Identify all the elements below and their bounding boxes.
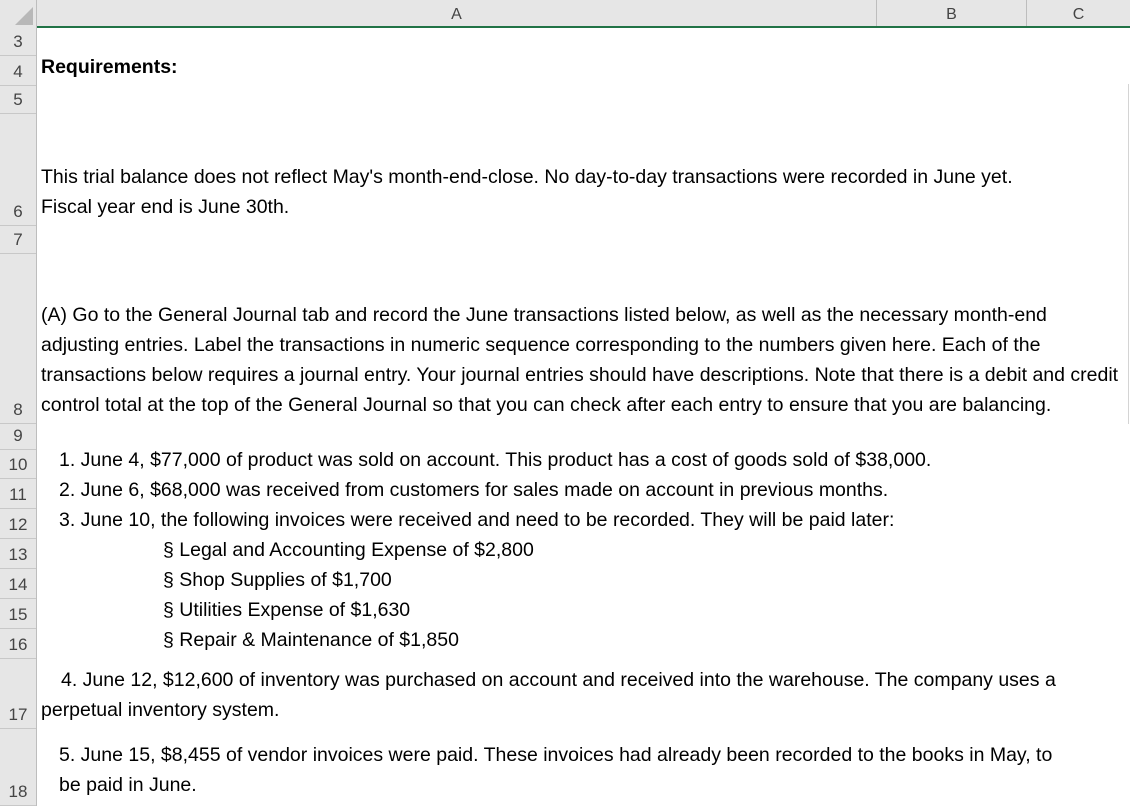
sheet-row-16 <box>37 629 1130 659</box>
row-header-bar <box>0 28 37 806</box>
column-header-c[interactable]: C <box>1072 6 1085 23</box>
transaction-4[interactable] <box>41 665 1121 725</box>
transaction-4-line-1: 4. June 12, $12,600 of inventory was purchased on account and received into the warehouse. The company uses a <box>61 669 1056 691</box>
column-header-a[interactable]: A <box>37 0 877 26</box>
row-header[interactable]: 6 <box>0 114 36 226</box>
transaction-5-line-2: be paid in June. <box>59 774 197 796</box>
row-header[interactable]: 4 <box>0 56 36 86</box>
row-header[interactable]: 3 <box>0 28 36 56</box>
transaction-5-line-1: 5. June 15, $8,455 of vendor invoices were paid. These invoices had already been recorded to the books in May, to <box>59 744 1053 766</box>
row-header[interactable]: 18 <box>0 729 36 806</box>
sheet-row-7 <box>37 226 1130 254</box>
row-header[interactable]: 7 <box>0 226 36 254</box>
transaction-4-line-2: perpetual inventory system. <box>41 699 280 721</box>
row-header[interactable]: 17 <box>0 659 36 729</box>
row-header[interactable]: 14 <box>0 569 36 599</box>
sheet-row-6 <box>37 114 1130 226</box>
invoice-item[interactable]: § Repair & Maintenance of $1,850 <box>163 629 459 651</box>
row-header[interactable]: 8 <box>0 254 36 424</box>
sheet-row-3 <box>37 28 1130 56</box>
invoice-item[interactable]: § Legal and Accounting Expense of $2,800 <box>163 539 534 561</box>
row-header[interactable]: 11 <box>0 479 36 509</box>
instruction-a[interactable]: (A) Go to the General Journal tab and record the June transactions listed below, as well as the necessary month-end adjusting entries. Label the transactions in numeric sequence corresponding to the numbers given here. Each of the transactions below requires a journal entry. Your journal entries should have descriptions. Note that there is a debit and credit control total at the top of the General Journal so that you can check after each entry to ensure that you are balancing. <box>41 304 1119 416</box>
sheet-row-8 <box>37 254 1130 424</box>
trial-balance-note-line-2: Fiscal year end is June 30th. <box>41 196 290 218</box>
sheet-row-5 <box>37 86 1130 114</box>
row-header[interactable]: 16 <box>0 629 36 659</box>
column-header-bar <box>0 0 1130 28</box>
row-header[interactable]: 5 <box>0 86 36 114</box>
sheet-row-18 <box>37 729 1130 806</box>
transaction-1[interactable]: 1. June 4, $77,000 of product was sold on account. This product has a cost of goods sold of $38,000. <box>59 449 932 471</box>
row-header[interactable]: 15 <box>0 599 36 629</box>
select-all-corner[interactable] <box>0 0 37 28</box>
requirements-heading[interactable]: Requirements: <box>41 56 178 78</box>
select-all-icon <box>15 7 33 25</box>
invoice-item[interactable]: § Shop Supplies of $1,700 <box>163 569 392 591</box>
sheet-row-17 <box>37 659 1130 729</box>
column-header-b[interactable]: B <box>877 0 1027 26</box>
transaction-5[interactable] <box>41 740 1121 800</box>
transaction-2[interactable]: 2. June 6, $68,000 was received from customers for sales made on account in previous months. <box>59 479 889 501</box>
row-header[interactable]: 9 <box>0 424 36 450</box>
sheet-row-4 <box>37 56 1130 86</box>
row-header[interactable]: 13 <box>0 539 36 569</box>
trial-balance-note[interactable] <box>41 162 1121 222</box>
row-header[interactable]: 10 <box>0 450 36 479</box>
trial-balance-note-line-1: This trial balance does not reflect May's month-end-close. No day-to-day transactions were recorded in June yet. <box>41 166 1013 188</box>
row-header[interactable]: 12 <box>0 509 36 539</box>
invoice-item[interactable]: § Utilities Expense of $1,630 <box>163 599 411 621</box>
transaction-3[interactable]: 3. June 10, the following invoices were received and need to be recorded. They will be paid later: <box>59 509 895 531</box>
